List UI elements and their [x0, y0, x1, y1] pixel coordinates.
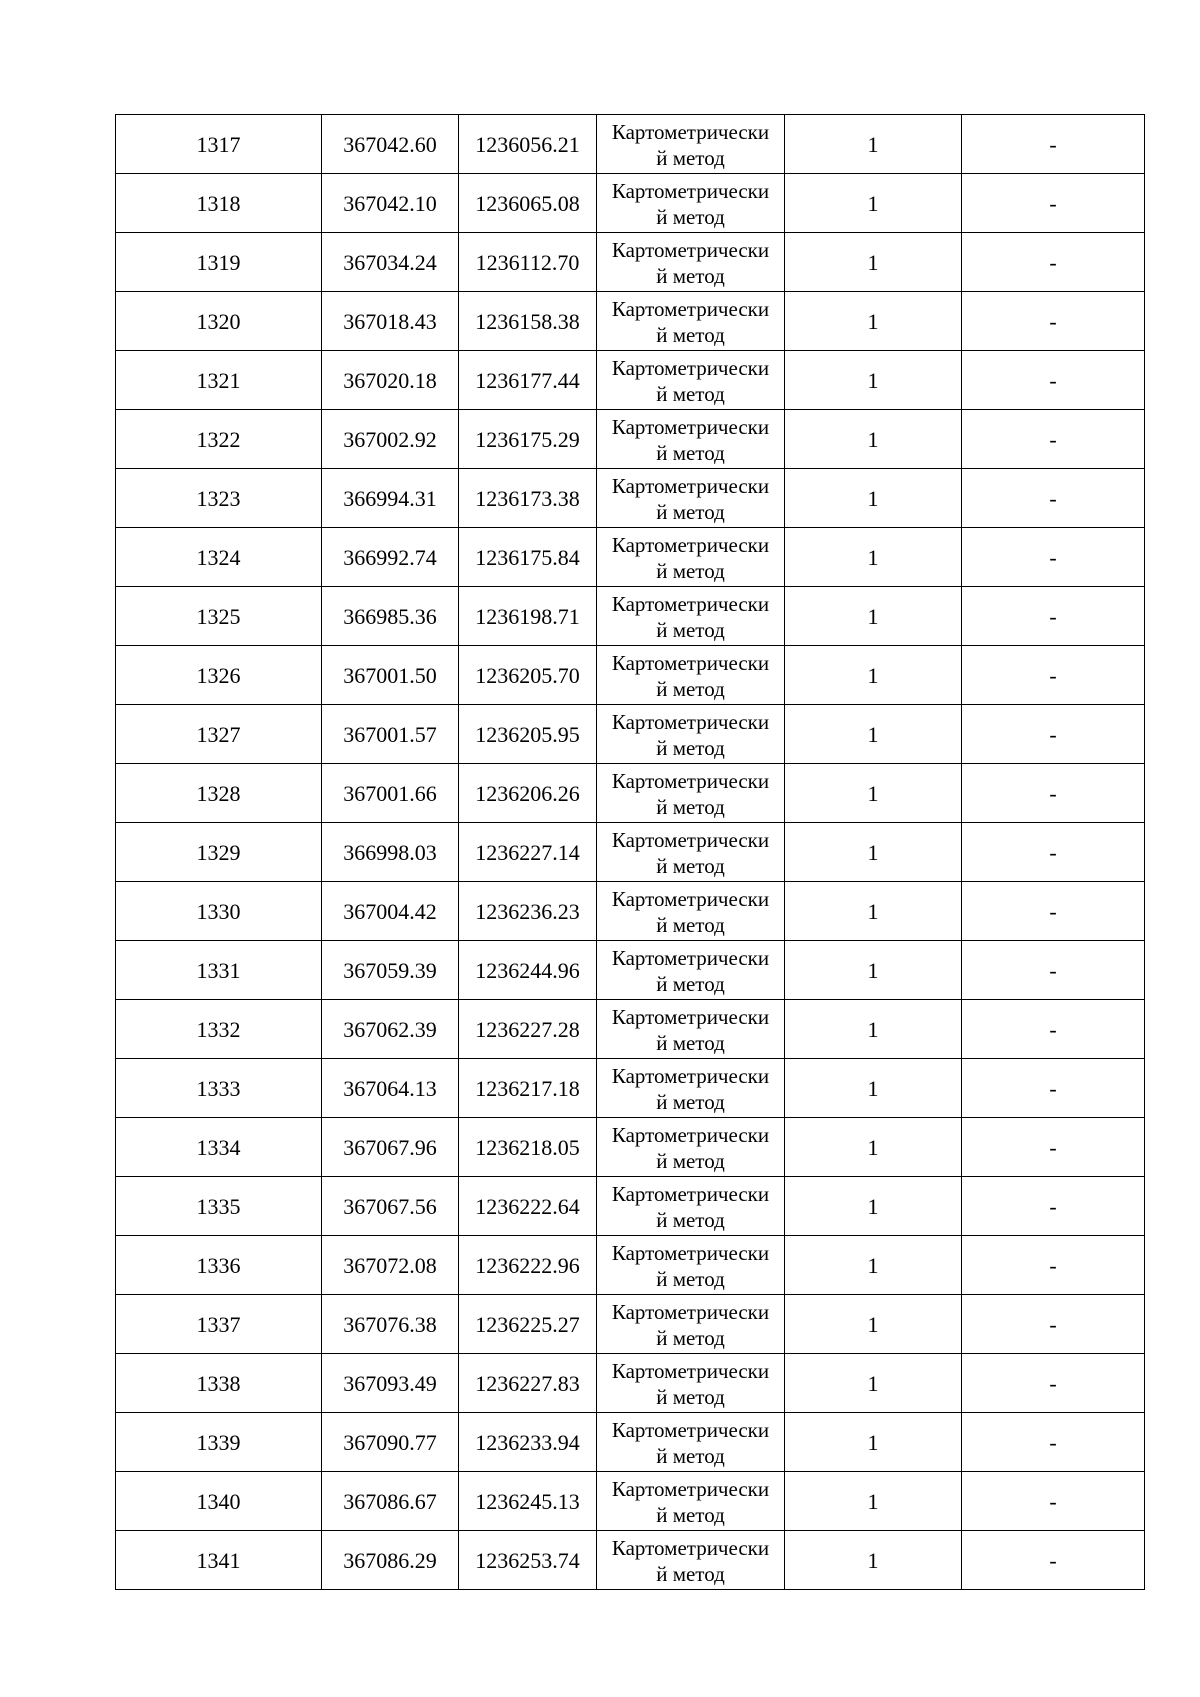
accuracy-cell: 1	[785, 941, 962, 1000]
description-cell: -	[962, 1472, 1145, 1531]
x-coordinate-cell: 366998.03	[322, 823, 459, 882]
method-cell	[597, 528, 785, 587]
accuracy-cell: 1	[785, 233, 962, 292]
accuracy-cell: 1	[785, 292, 962, 351]
method-line-1: Картометрически	[611, 769, 770, 793]
table-row	[116, 174, 1145, 233]
table-row	[116, 941, 1145, 1000]
point-number-cell: 1337	[116, 1295, 322, 1354]
accuracy-cell: 1	[785, 1059, 962, 1118]
table-row	[116, 115, 1145, 174]
y-coordinate-cell: 1236222.64	[459, 1177, 597, 1236]
accuracy-cell: 1	[785, 1472, 962, 1531]
x-coordinate-cell: 367062.39	[322, 1000, 459, 1059]
description-cell: -	[962, 882, 1145, 941]
y-coordinate-cell: 1236205.70	[459, 646, 597, 705]
accuracy-cell: 1	[785, 764, 962, 823]
accuracy-cell: 1	[785, 351, 962, 410]
description-cell: -	[962, 174, 1145, 233]
method-cell	[597, 646, 785, 705]
table-row	[116, 528, 1145, 587]
method-cell	[597, 1236, 785, 1295]
method-line-2: й метод	[656, 795, 725, 819]
method-line-1: Картометрически	[611, 356, 770, 380]
accuracy-cell: 1	[785, 174, 962, 233]
y-coordinate-cell: 1236175.84	[459, 528, 597, 587]
x-coordinate-cell: 367020.18	[322, 351, 459, 410]
point-number-cell: 1320	[116, 292, 322, 351]
description-cell: -	[962, 1531, 1145, 1590]
method-cell	[597, 115, 785, 174]
method-cell	[597, 1059, 785, 1118]
method-line-1: Картометрически	[611, 474, 770, 498]
description-cell: -	[962, 1000, 1145, 1059]
description-cell: -	[962, 823, 1145, 882]
method-cell	[597, 764, 785, 823]
y-coordinate-cell: 1236056.21	[459, 115, 597, 174]
point-number-cell: 1333	[116, 1059, 322, 1118]
accuracy-cell: 1	[785, 587, 962, 646]
method-line-1: Картометрически	[611, 1241, 770, 1265]
y-coordinate-cell: 1236198.71	[459, 587, 597, 646]
x-coordinate-cell: 367059.39	[322, 941, 459, 1000]
x-coordinate-cell: 367002.92	[322, 410, 459, 469]
method-line-2: й метод	[656, 264, 725, 288]
point-number-cell: 1330	[116, 882, 322, 941]
table-row	[116, 1472, 1145, 1531]
method-line-2: й метод	[656, 382, 725, 406]
point-number-cell: 1319	[116, 233, 322, 292]
method-cell	[597, 1177, 785, 1236]
method-line-1: Картометрически	[611, 1418, 770, 1442]
y-coordinate-cell: 1236245.13	[459, 1472, 597, 1531]
method-cell	[597, 351, 785, 410]
method-line-2: й метод	[656, 736, 725, 760]
description-cell: -	[962, 410, 1145, 469]
x-coordinate-cell: 367042.10	[322, 174, 459, 233]
method-cell	[597, 941, 785, 1000]
x-coordinate-cell: 367093.49	[322, 1354, 459, 1413]
method-line-2: й метод	[656, 1267, 725, 1291]
method-cell	[597, 410, 785, 469]
y-coordinate-cell: 1236236.23	[459, 882, 597, 941]
accuracy-cell: 1	[785, 410, 962, 469]
method-line-2: й метод	[656, 972, 725, 996]
description-cell: -	[962, 764, 1145, 823]
table-row	[116, 1118, 1145, 1177]
point-number-cell: 1318	[116, 174, 322, 233]
x-coordinate-cell: 366994.31	[322, 469, 459, 528]
y-coordinate-cell: 1236253.74	[459, 1531, 597, 1590]
method-line-2: й метод	[656, 205, 725, 229]
table-row	[116, 292, 1145, 351]
accuracy-cell: 1	[785, 1118, 962, 1177]
method-line-1: Картометрически	[611, 297, 770, 321]
table-row	[116, 1000, 1145, 1059]
x-coordinate-cell: 367086.29	[322, 1531, 459, 1590]
method-cell	[597, 469, 785, 528]
x-coordinate-cell: 366992.74	[322, 528, 459, 587]
table-row	[116, 882, 1145, 941]
method-line-1: Картометрически	[611, 592, 770, 616]
method-cell	[597, 1000, 785, 1059]
accuracy-cell: 1	[785, 528, 962, 587]
y-coordinate-cell: 1236206.26	[459, 764, 597, 823]
description-cell: -	[962, 292, 1145, 351]
method-line-2: й метод	[656, 441, 725, 465]
method-line-2: й метод	[656, 323, 725, 347]
method-line-1: Картометрически	[611, 710, 770, 734]
coordinates-table	[115, 114, 1145, 1590]
method-line-2: й метод	[656, 1562, 725, 1586]
table-row	[116, 764, 1145, 823]
method-cell	[597, 882, 785, 941]
x-coordinate-cell: 367086.67	[322, 1472, 459, 1531]
point-number-cell: 1341	[116, 1531, 322, 1590]
x-coordinate-cell: 367076.38	[322, 1295, 459, 1354]
accuracy-cell: 1	[785, 115, 962, 174]
point-number-cell: 1335	[116, 1177, 322, 1236]
description-cell: -	[962, 1295, 1145, 1354]
y-coordinate-cell: 1236225.27	[459, 1295, 597, 1354]
point-number-cell: 1326	[116, 646, 322, 705]
x-coordinate-cell: 367004.42	[322, 882, 459, 941]
accuracy-cell: 1	[785, 705, 962, 764]
method-cell	[597, 1354, 785, 1413]
y-coordinate-cell: 1236222.96	[459, 1236, 597, 1295]
accuracy-cell: 1	[785, 1236, 962, 1295]
method-line-2: й метод	[656, 146, 725, 170]
method-line-1: Картометрически	[611, 1359, 770, 1383]
x-coordinate-cell: 367001.50	[322, 646, 459, 705]
description-cell: -	[962, 705, 1145, 764]
x-coordinate-cell: 367001.66	[322, 764, 459, 823]
point-number-cell: 1317	[116, 115, 322, 174]
method-line-1: Картометрически	[611, 120, 770, 144]
y-coordinate-cell: 1236112.70	[459, 233, 597, 292]
table-row	[116, 469, 1145, 528]
x-coordinate-cell: 367001.57	[322, 705, 459, 764]
y-coordinate-cell: 1236227.28	[459, 1000, 597, 1059]
table-row	[116, 1531, 1145, 1590]
method-line-2: й метод	[656, 1208, 725, 1232]
method-line-2: й метод	[656, 1031, 725, 1055]
point-number-cell: 1325	[116, 587, 322, 646]
method-cell	[597, 292, 785, 351]
method-line-2: й метод	[656, 913, 725, 937]
method-line-1: Картометрически	[611, 887, 770, 911]
description-cell: -	[962, 469, 1145, 528]
accuracy-cell: 1	[785, 1354, 962, 1413]
x-coordinate-cell: 367090.77	[322, 1413, 459, 1472]
method-cell	[597, 1295, 785, 1354]
table-row	[116, 1413, 1145, 1472]
y-coordinate-cell: 1236244.96	[459, 941, 597, 1000]
description-cell: -	[962, 1118, 1145, 1177]
method-line-2: й метод	[656, 500, 725, 524]
method-line-2: й метод	[656, 854, 725, 878]
point-number-cell: 1336	[116, 1236, 322, 1295]
table-row	[116, 1059, 1145, 1118]
method-line-1: Картометрически	[611, 238, 770, 262]
point-number-cell: 1327	[116, 705, 322, 764]
accuracy-cell: 1	[785, 1413, 962, 1472]
y-coordinate-cell: 1236227.83	[459, 1354, 597, 1413]
method-cell	[597, 1413, 785, 1472]
point-number-cell: 1324	[116, 528, 322, 587]
method-line-1: Картометрически	[611, 1536, 770, 1560]
table-row	[116, 705, 1145, 764]
coordinates-table-body	[116, 115, 1145, 1590]
y-coordinate-cell: 1236175.29	[459, 410, 597, 469]
description-cell: -	[962, 1413, 1145, 1472]
point-number-cell: 1322	[116, 410, 322, 469]
method-line-2: й метод	[656, 559, 725, 583]
y-coordinate-cell: 1236158.38	[459, 292, 597, 351]
description-cell: -	[962, 1177, 1145, 1236]
method-cell	[597, 174, 785, 233]
description-cell: -	[962, 941, 1145, 1000]
table-row	[116, 1354, 1145, 1413]
x-coordinate-cell: 367064.13	[322, 1059, 459, 1118]
description-cell: -	[962, 1236, 1145, 1295]
accuracy-cell: 1	[785, 646, 962, 705]
point-number-cell: 1328	[116, 764, 322, 823]
method-line-1: Картометрически	[611, 651, 770, 675]
description-cell: -	[962, 115, 1145, 174]
x-coordinate-cell: 367072.08	[322, 1236, 459, 1295]
method-line-2: й метод	[656, 1444, 725, 1468]
y-coordinate-cell: 1236218.05	[459, 1118, 597, 1177]
method-cell	[597, 1118, 785, 1177]
method-line-1: Картометрически	[611, 1300, 770, 1324]
y-coordinate-cell: 1236177.44	[459, 351, 597, 410]
x-coordinate-cell: 367067.96	[322, 1118, 459, 1177]
x-coordinate-cell: 367042.60	[322, 115, 459, 174]
method-cell	[597, 233, 785, 292]
point-number-cell: 1339	[116, 1413, 322, 1472]
method-line-1: Картометрически	[611, 828, 770, 852]
point-number-cell: 1332	[116, 1000, 322, 1059]
y-coordinate-cell: 1236065.08	[459, 174, 597, 233]
method-line-1: Картометрически	[611, 533, 770, 557]
point-number-cell: 1323	[116, 469, 322, 528]
y-coordinate-cell: 1236233.94	[459, 1413, 597, 1472]
method-cell	[597, 823, 785, 882]
point-number-cell: 1331	[116, 941, 322, 1000]
method-line-1: Картометрически	[611, 179, 770, 203]
accuracy-cell: 1	[785, 882, 962, 941]
table-row	[116, 1177, 1145, 1236]
description-cell: -	[962, 1059, 1145, 1118]
method-cell	[597, 587, 785, 646]
method-line-2: й метод	[656, 677, 725, 701]
accuracy-cell: 1	[785, 1000, 962, 1059]
description-cell: -	[962, 351, 1145, 410]
method-line-1: Картометрически	[611, 1182, 770, 1206]
method-line-2: й метод	[656, 1149, 725, 1173]
description-cell: -	[962, 587, 1145, 646]
description-cell: -	[962, 1354, 1145, 1413]
table-row	[116, 1295, 1145, 1354]
table-row	[116, 646, 1145, 705]
y-coordinate-cell: 1236205.95	[459, 705, 597, 764]
point-number-cell: 1321	[116, 351, 322, 410]
method-cell	[597, 1531, 785, 1590]
table-row	[116, 410, 1145, 469]
method-cell	[597, 705, 785, 764]
method-line-2: й метод	[656, 1090, 725, 1114]
method-line-1: Картометрически	[611, 946, 770, 970]
y-coordinate-cell: 1236227.14	[459, 823, 597, 882]
x-coordinate-cell: 366985.36	[322, 587, 459, 646]
table-row	[116, 1236, 1145, 1295]
method-line-1: Картометрически	[611, 1064, 770, 1088]
y-coordinate-cell: 1236217.18	[459, 1059, 597, 1118]
table-row	[116, 587, 1145, 646]
y-coordinate-cell: 1236173.38	[459, 469, 597, 528]
method-line-1: Картометрически	[611, 1477, 770, 1501]
point-number-cell: 1340	[116, 1472, 322, 1531]
description-cell: -	[962, 233, 1145, 292]
method-cell	[597, 1472, 785, 1531]
table-row	[116, 351, 1145, 410]
table-row	[116, 233, 1145, 292]
accuracy-cell: 1	[785, 469, 962, 528]
method-line-2: й метод	[656, 1326, 725, 1350]
method-line-1: Картометрически	[611, 1005, 770, 1029]
method-line-1: Картометрически	[611, 1123, 770, 1147]
accuracy-cell: 1	[785, 1295, 962, 1354]
x-coordinate-cell: 367018.43	[322, 292, 459, 351]
x-coordinate-cell: 367034.24	[322, 233, 459, 292]
accuracy-cell: 1	[785, 1177, 962, 1236]
accuracy-cell: 1	[785, 823, 962, 882]
description-cell: -	[962, 646, 1145, 705]
point-number-cell: 1329	[116, 823, 322, 882]
table-row	[116, 823, 1145, 882]
method-line-1: Картометрически	[611, 415, 770, 439]
x-coordinate-cell: 367067.56	[322, 1177, 459, 1236]
point-number-cell: 1338	[116, 1354, 322, 1413]
method-line-2: й метод	[656, 1503, 725, 1527]
description-cell: -	[962, 528, 1145, 587]
accuracy-cell: 1	[785, 1531, 962, 1590]
method-line-2: й метод	[656, 618, 725, 642]
method-line-2: й метод	[656, 1385, 725, 1409]
point-number-cell: 1334	[116, 1118, 322, 1177]
